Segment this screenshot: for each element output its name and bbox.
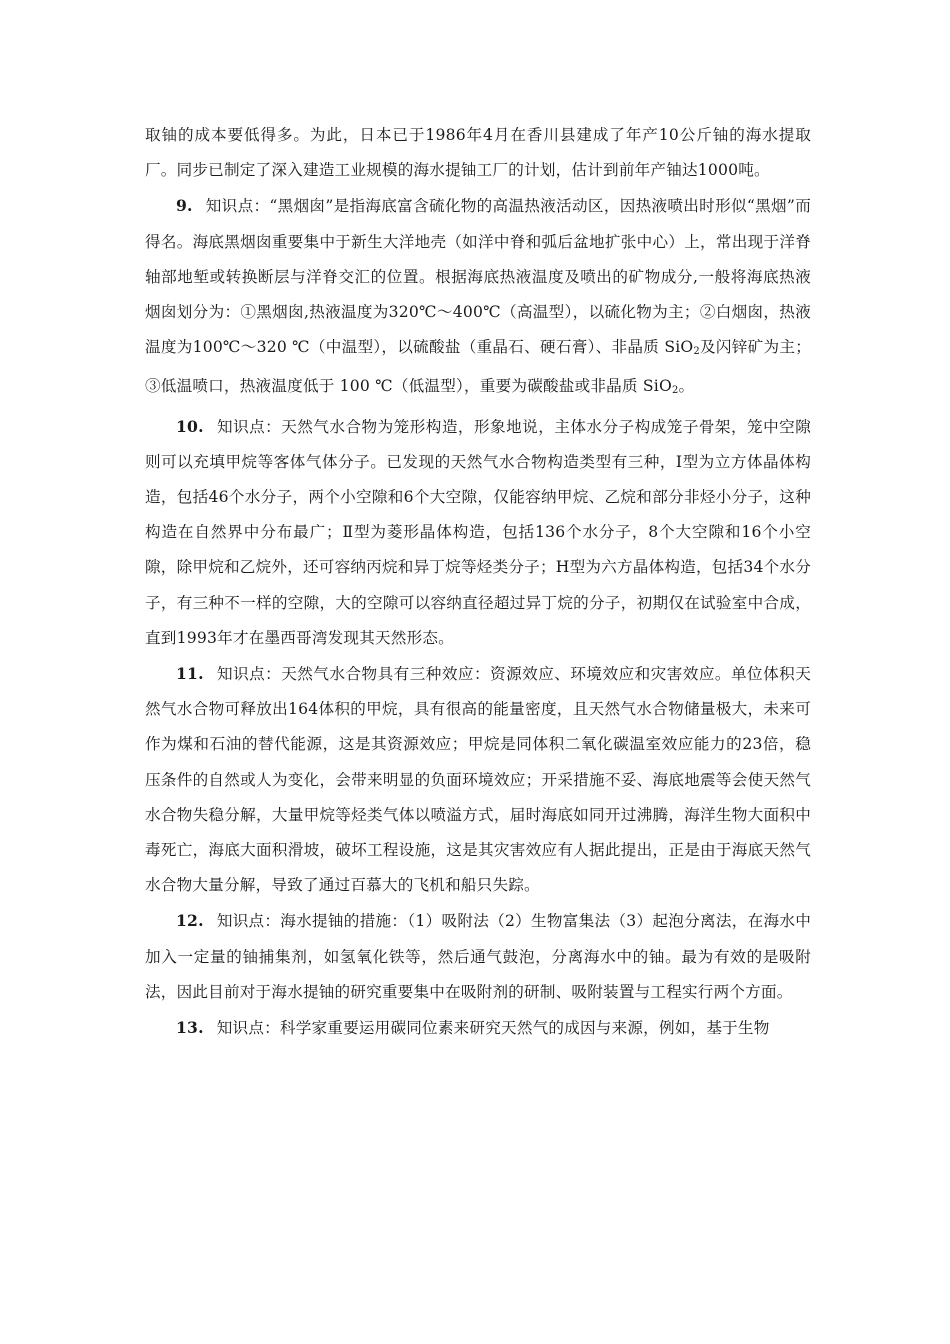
list-item-9 [145,188,811,408]
item-text: 知识点：天然气水合物具有三种效应：资源效应、环境效应和灾害效应。单位体积天然气水合物可释放出164体积的甲烷，具有很高的能量密度，且天然气水合物储量极大，未来可作为煤和石油的替代能源，这是其资源效应；甲烷是同体积二氧化碳温室效应能力的23倍，稳压条件的自然或人为变化，会带来明显的负面环境效应；开采措施不妥、海底地震等会使天然气水合物失稳分解，大量甲烷等烃类气体以喷溢方式，届时海底如同开过沸腾，海洋生物大面积中毒死亡，海底大面积滑坡，破坏工程设施，这是其灾害效应有人据此提出，正是由于海底天然气水合物大量分解，导致了通过百慕大的飞机和船只失踪。 [145,665,811,895]
subscript: 2 [693,346,700,358]
document-page [145,118,811,1046]
item-text: 知识点：海水提铀的措施：（1）吸附法（2）生物富集法（3）起泡分离法，在海水中加入一定量的铀捕集剂，如氢氧化铁等，然后通气鼓泡，分离海水中的铀。最为有效的是吸附法，因此目前对于海水提铀的研究重要集中在吸附剂的研制、吸附装置与工程实行两个方面。 [145,912,811,1001]
item-number: 11. [176,664,204,684]
item-text: 。 [678,377,695,396]
item-text: 知识点：科学家重要运用碳同位素来研究天然气的成因与来源，例如，基于生物 [216,1019,770,1038]
list-item-11 [145,656,811,903]
subscript: 2 [671,385,679,397]
item-number: 9. [176,196,193,216]
list-item-10 [145,409,811,656]
item-text: 知识点：“黑烟囱”是指海底富含硫化物的高温热液活动区，因热液喷出时形似“黑烟”而得名。海底黑烟囱重要集中于新生大洋地壳（如洋中脊和弧后盆地扩张中心）上，常出现于洋脊轴部地堑或转换断层与洋脊交汇的位置。根据海底热液温度及喷出的矿物成分,一般将海底热液烟囱划分为：①黑烟囱,热液温度为320℃～400℃（高温型），以硫化物为主；②白烟囱，热液温度为100℃～320 ℃（中温型），以硫酸盐（重晶石、硬石膏）、非晶质 SiO [145,197,811,357]
item-text: 及闪锌矿为主；③低温喷口，热液温度低于 100 ℃（低温型），重要为碳酸盐或非晶质 SiO [145,338,812,396]
item-text: 知识点：天然气水合物为笼形构造，形象地说，主体水分子构成笼子骨架，笼中空隙则可以充填甲烷等客体气体分子。已发现的天然气水合物构造类型有三种，Ⅰ型为立方体晶体构造，包括46个水分子，两个小空隙和6个大空隙，仅能容纳甲烷、乙烷和部分非烃小分子，这种构造在自然界中分布最广；Ⅱ型为菱形晶体构造，包括136个水分子，8个大空隙和16个小空隙，除甲烷和乙烷外，还可容纳丙烷和异丁烷等烃类分子；H型为六方晶体构造，包括34个水分子，有三种不一样的空隙，大的空隙可以容纳直径超过异丁烷的分子，初期仅在试验室中合成，直到1993年才在墨西哥湾发现其天然形态。 [145,417,811,647]
list-item-12 [145,903,811,1010]
item-number: 10. [176,416,204,436]
continuation-paragraph: 取铀的成本要低得多。为此，日本已于1986年4月在香川县建成了年产10公斤铀的海水提取厂。同步已制定了深入建造工业规模的海水提铀工厂的计划，估计到前年产铀达1000吨。 [145,126,811,180]
item-number: 13. [176,1018,204,1038]
item-number: 12. [176,911,204,931]
list-item-13 [145,1010,811,1046]
